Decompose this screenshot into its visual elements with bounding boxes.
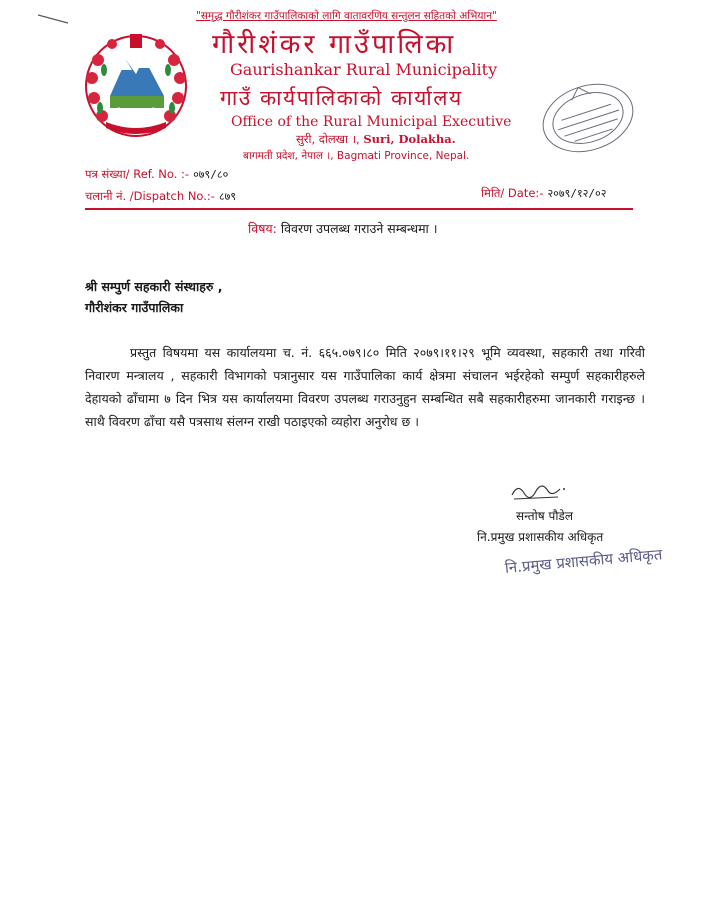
reference-number-row <box>85 167 228 182</box>
nepal-emblem-icon <box>82 30 190 142</box>
municipality-name-nepali: गौरीशंकर गाउँपालिका <box>212 29 457 60</box>
subject-label: विषय: <box>248 221 277 236</box>
recipient-block <box>85 276 223 318</box>
recipient-line-1: श्री सम्पुर्ण सहकारी संस्थाहरु , <box>85 279 223 294</box>
round-office-stamp-icon <box>534 76 642 160</box>
dispatch-number-row <box>85 189 236 204</box>
subject-line <box>248 220 438 237</box>
recipient-line-2: गौरीशंकर गाउँपालिका <box>85 300 184 315</box>
date-label: मिति/ Date:- <box>481 186 544 200</box>
subject-text: विवरण उपलब्ध गराउने सम्बन्धमा । <box>280 221 438 236</box>
dispatch-value: ८७९ <box>218 190 237 203</box>
office-name-english: Office of the Rural Municipal Executive <box>231 114 512 130</box>
address-line <box>296 132 456 147</box>
scan-mark <box>38 14 68 24</box>
address-english: Suri, Dolakha. <box>363 132 456 146</box>
dispatch-label: चलानी नं. /Dispatch No.:- <box>85 189 215 203</box>
signatory-title: नि.प्रमुख प्रशासकीय अधिकृत <box>477 530 604 544</box>
office-name-nepali: गाउँ कार्यपालिकाको कार्यालय <box>220 86 463 110</box>
municipality-name-english: Gaurishankar Rural Municipality <box>230 60 498 79</box>
signatory-name: सन्तोष पौडेल <box>516 509 573 523</box>
reference-value: ०७९/८० <box>193 168 229 181</box>
date-value: २०७९/१२/०२ <box>547 187 607 200</box>
letter-body: प्रस्तुत विषयमा यस कार्यालयमा च. नं. ६६५.०७९।८० मिति २०७९।११।२९ भूमि व्यवस्था, सहकारी तथा गरिवी निवारण मन्त्रालय , सहकारी विभागको पत्रानुसार यस गाउँपालिका कार्य क्षेत्रमा संचालन भईरहेको सम्पुर्ण सहकारीहरुले देहायको ढाँचामा ७ दिन भित्र यस कार्यालयमा विवरण उपलब्ध गराउनुहुन सम्बन्धित सबै सहकारीहरुमा जानकारी गराइन्छ । साथै विवरण ढाँचा यसै पत्रसाथ संलग्न राखी पठाइएको व्यहोरा अनुरोध छ । <box>85 345 645 429</box>
designation-stamp: नि.प्रमुख प्रशासकीय अधिकृत <box>504 545 663 577</box>
slogan: "समृद्ध गौरीशंकर गाउँपालिकाको लागि वातावरणिय सन्तुलन सहितको अभियान" <box>196 10 497 22</box>
date-row <box>481 186 606 201</box>
province-line: बागमती प्रदेश, नेपाल ।, Bagmati Province, Nepal. <box>243 150 470 162</box>
reference-label: पत्र संख्या/ Ref. No. :- <box>85 167 190 181</box>
address-nepali: सुरी, दोलखा ।, <box>296 132 360 146</box>
handwritten-signature-icon <box>508 477 568 507</box>
header-divider <box>85 208 633 210</box>
